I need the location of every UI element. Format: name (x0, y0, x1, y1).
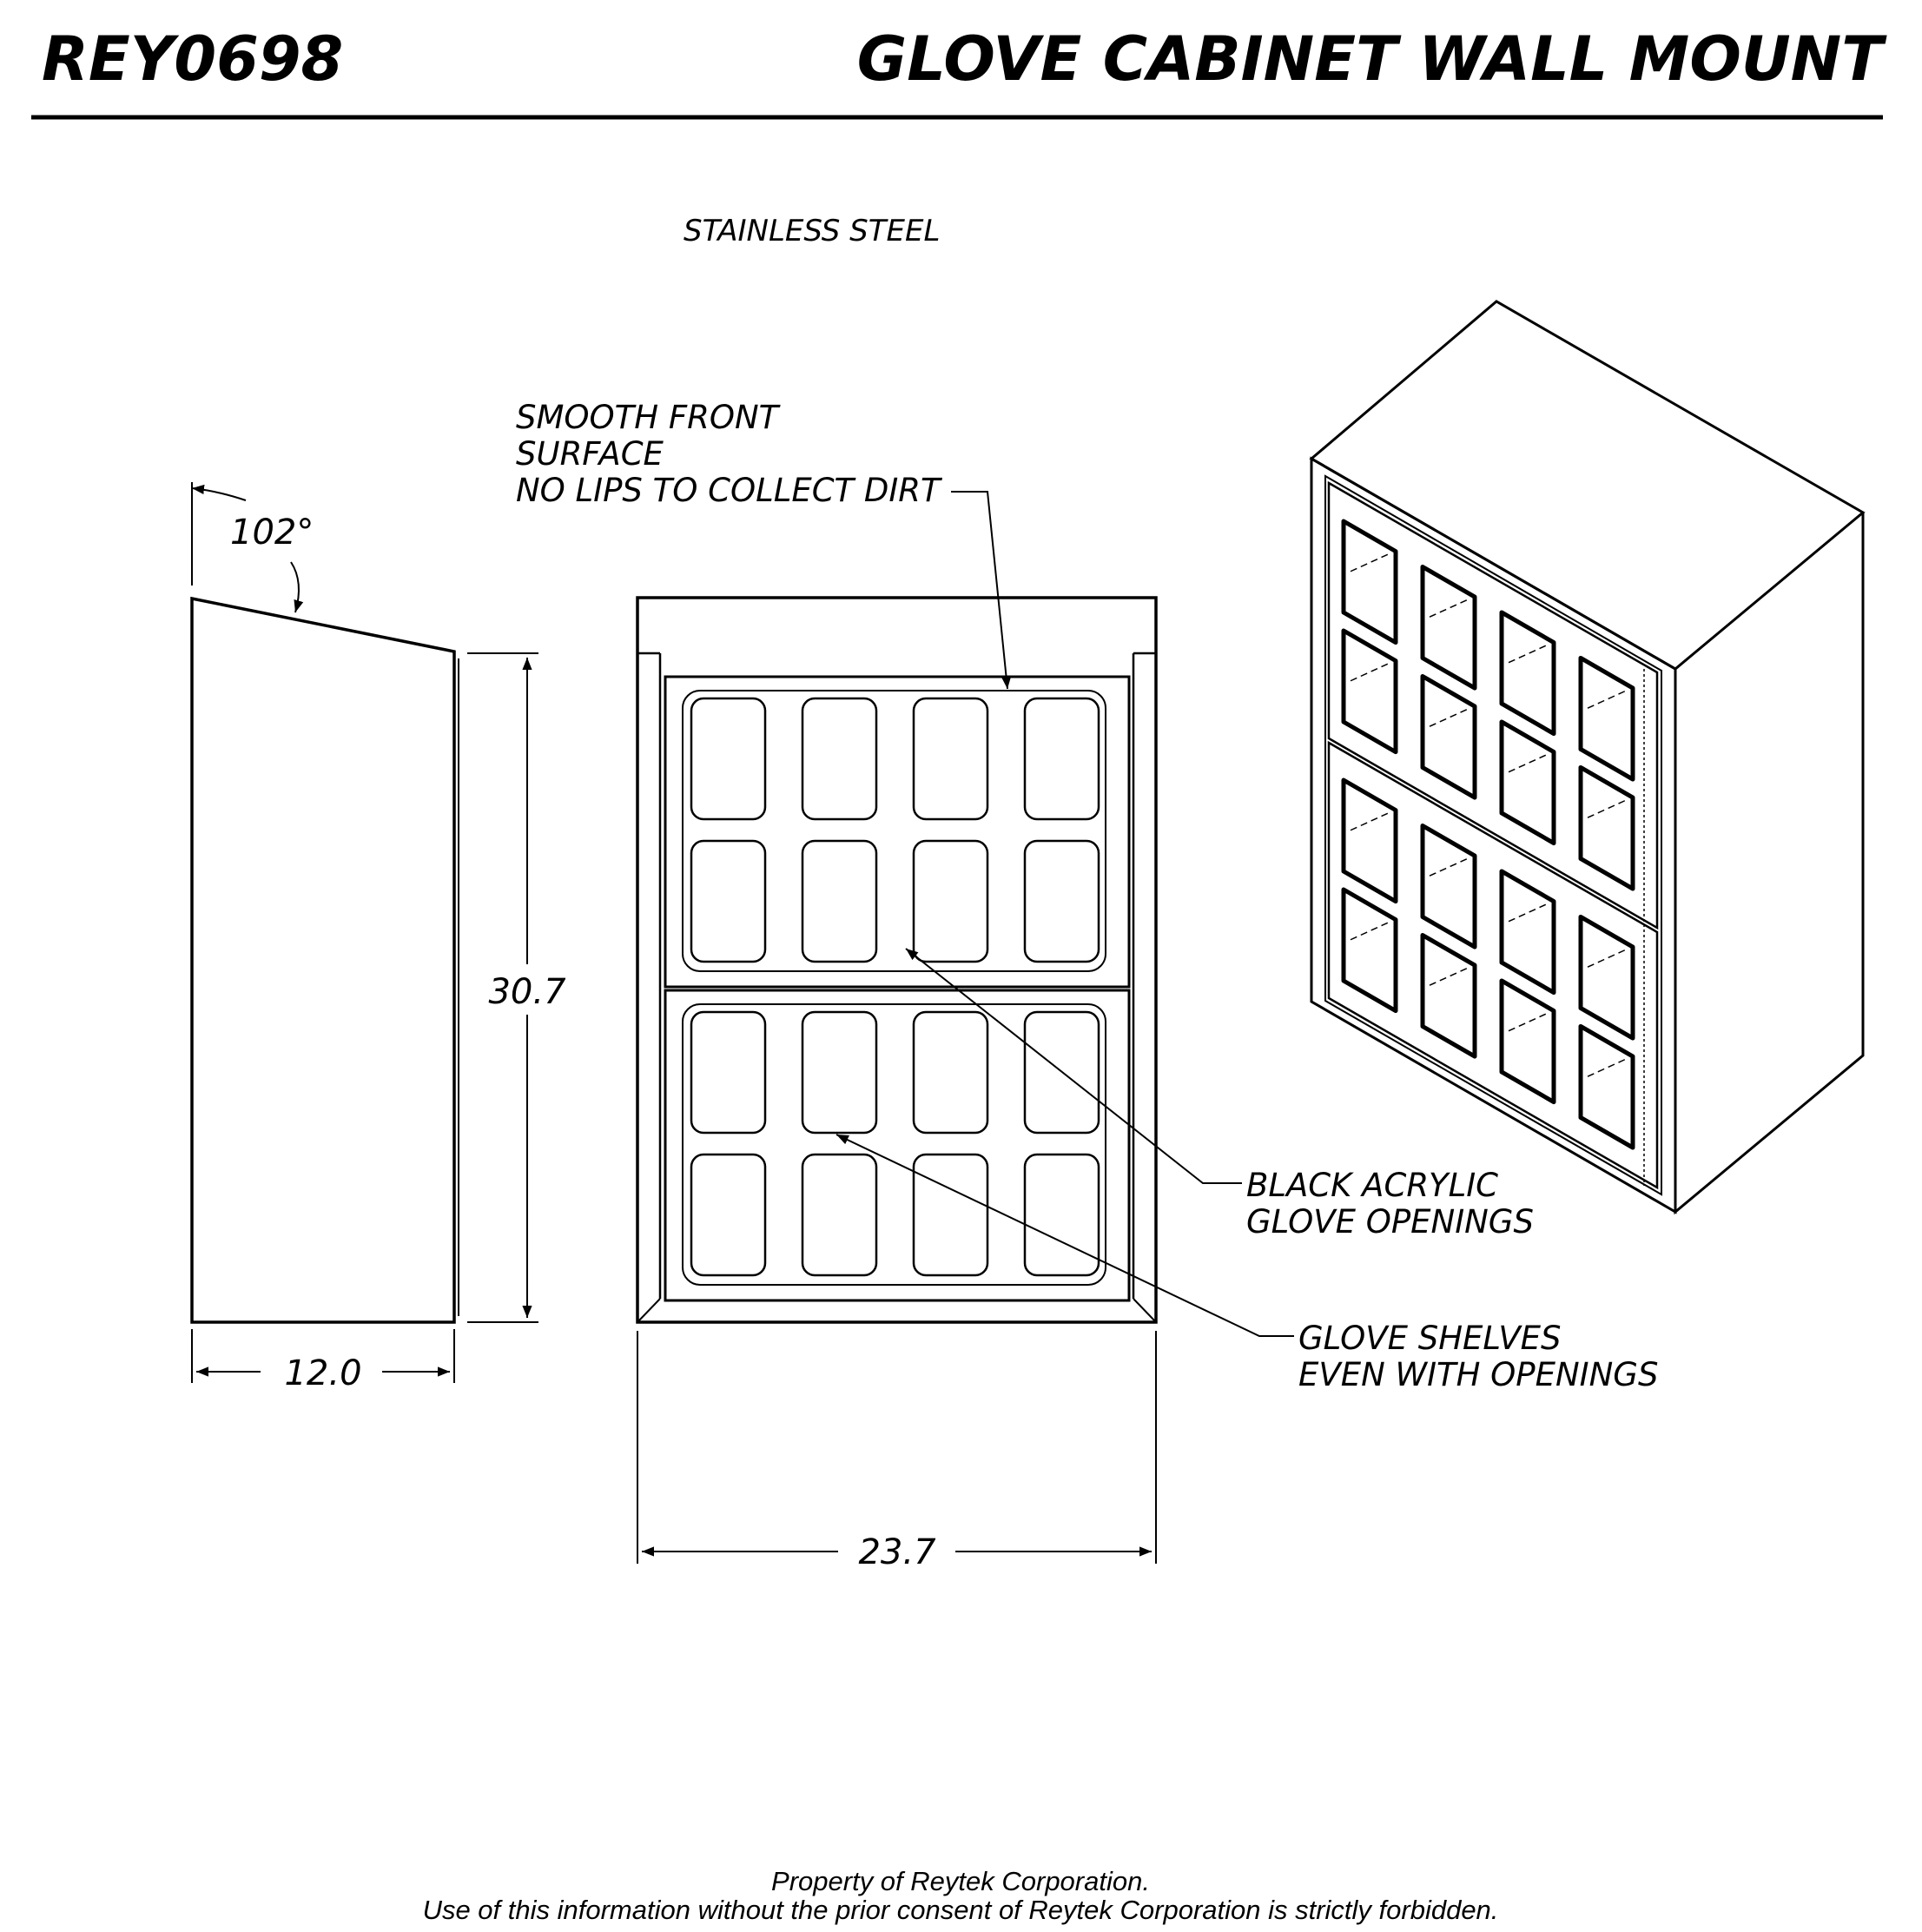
part-number: REY0698 (42, 23, 344, 95)
height-dimension: 30.7 (488, 972, 566, 1012)
iso-glove-opening (1344, 631, 1396, 752)
iso-lower-door[interactable] (1329, 743, 1657, 1188)
iso-glove-opening (1344, 890, 1396, 1011)
iso-glove-opening (1581, 658, 1633, 779)
glove-opening[interactable] (691, 841, 765, 962)
depth-dimension: 12.0 (284, 1353, 362, 1393)
callout-openings-line2: GLOVE OPENINGS (1246, 1203, 1534, 1241)
iso-glove-shelf (1509, 1014, 1547, 1031)
iso-doors (1329, 483, 1657, 1188)
callout-openings-leader (906, 949, 1242, 1183)
footer-line1: Property of Reytek Corporation. (771, 1866, 1150, 1896)
glove-opening[interactable] (802, 698, 876, 819)
iso-glove-opening (1502, 722, 1554, 844)
iso-glove-shelf (1430, 858, 1468, 876)
iso-glove-opening (1423, 935, 1475, 1056)
iso-glove-shelf (1588, 949, 1626, 967)
callout-shelves-line2: EVEN WITH OPENINGS (1298, 1356, 1659, 1393)
iso-glove-opening (1423, 676, 1475, 797)
upper-door[interactable] (665, 677, 1129, 987)
iso-glove-shelf (1509, 904, 1547, 922)
iso-glove-shelf (1588, 1059, 1626, 1076)
glove-opening[interactable] (914, 698, 987, 819)
iso-glove-shelf (1430, 968, 1468, 985)
iso-glove-opening (1502, 871, 1554, 993)
iso-glove-shelf (1430, 599, 1468, 617)
glove-opening[interactable] (914, 841, 987, 962)
callout-front-surface-line3: NO LIPS TO COLLECT DIRT (516, 472, 941, 509)
upper-door-panel (683, 691, 1106, 971)
drawing-title: GLOVE CABINET WALL MOUNT (856, 23, 1883, 95)
glove-opening[interactable] (691, 1012, 765, 1133)
iso-side-face (1675, 513, 1863, 1212)
callout-openings-line1: BLACK ACRYLIC (1246, 1167, 1498, 1204)
iso-glove-shelf (1588, 691, 1626, 708)
angle-arc (192, 488, 246, 500)
iso-glove-shelf (1351, 813, 1389, 830)
material-note: STAINLESS STEEL (684, 214, 941, 248)
callout-front-surface (516, 399, 1007, 689)
iso-glove-shelf (1430, 709, 1468, 726)
glove-opening[interactable] (1025, 1155, 1099, 1275)
front-bevel-corners (637, 1299, 1156, 1322)
iso-upper-door[interactable] (1329, 483, 1657, 928)
lower-door-panel (683, 1004, 1106, 1285)
glove-opening[interactable] (1025, 698, 1099, 819)
iso-front-face (1311, 459, 1675, 1212)
callout-front-surface-line1: SMOOTH FRONT (516, 399, 779, 436)
iso-glove-shelf (1351, 923, 1389, 940)
glove-opening[interactable] (1025, 841, 1099, 962)
callout-shelves-leader (836, 1135, 1294, 1336)
iso-front-frame (1325, 476, 1661, 1194)
angle-dimension: 102° (230, 513, 314, 552)
iso-glove-opening (1344, 521, 1396, 643)
iso-glove-opening (1344, 780, 1396, 902)
glove-opening[interactable] (914, 1155, 987, 1275)
isometric-view (1311, 301, 1863, 1212)
iso-glove-opening (1423, 825, 1475, 947)
iso-glove-opening (1581, 916, 1633, 1038)
iso-glove-shelf (1509, 645, 1547, 663)
width-dimension: 23.7 (858, 1532, 936, 1572)
glove-opening[interactable] (802, 1012, 876, 1133)
front-view (637, 598, 1156, 1322)
glove-opening[interactable] (802, 1155, 876, 1275)
iso-glove-opening (1581, 1026, 1633, 1148)
iso-glove-opening (1581, 767, 1633, 889)
side-view-outline (192, 599, 454, 1322)
iso-glove-shelf (1588, 800, 1626, 817)
footer-line2: Use of this information without the prior consent of Reytek Corporation is strictly forbidden. (422, 1895, 1499, 1925)
iso-glove-shelf (1351, 554, 1389, 572)
iso-glove-opening (1502, 612, 1554, 734)
glove-opening[interactable] (691, 698, 765, 819)
front-doors (665, 677, 1129, 1300)
iso-glove-opening (1502, 981, 1554, 1102)
callout-shelves-line1: GLOVE SHELVES (1298, 1320, 1562, 1357)
glove-opening[interactable] (802, 841, 876, 962)
glove-opening[interactable] (691, 1155, 765, 1275)
iso-glove-shelf (1351, 664, 1389, 681)
angle-leader (291, 562, 299, 612)
iso-glove-shelf (1509, 755, 1547, 772)
glove-opening[interactable] (914, 1012, 987, 1133)
callout-front-surface-leader (951, 492, 1007, 689)
front-view-outline (637, 598, 1156, 1322)
side-view (192, 482, 566, 1393)
callout-front-surface-line2: SURFACE (516, 435, 664, 473)
callout-openings (906, 949, 1534, 1241)
lower-door[interactable] (665, 990, 1129, 1300)
iso-glove-opening (1423, 566, 1475, 688)
